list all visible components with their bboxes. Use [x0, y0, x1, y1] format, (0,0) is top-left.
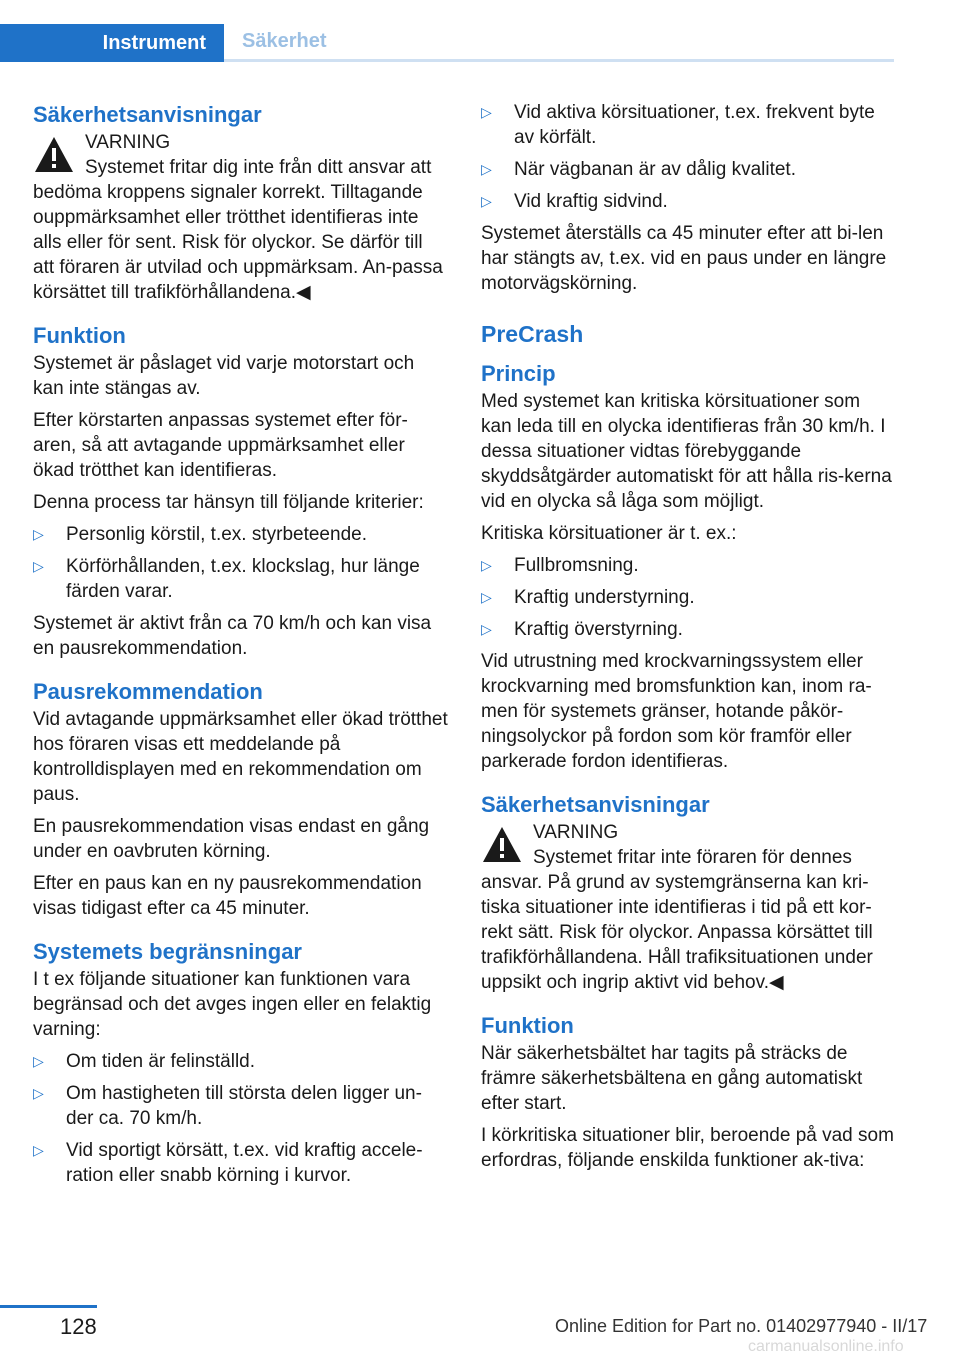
list-item — [481, 189, 895, 214]
list-item-text: Vid aktiva körsituationer, t.ex. frekvent byte av körfält. — [514, 102, 875, 148]
section-system-limits — [33, 937, 448, 1188]
triangle-bullet-icon: ▷ — [481, 557, 492, 573]
triangle-bullet-icon: ▷ — [481, 104, 492, 120]
section-title: Funktion — [33, 323, 126, 348]
right-column — [481, 100, 895, 1189]
list-item — [481, 585, 895, 610]
paragraph: Systemet återställs ca 45 minuter efter att bi‐len har stängts av, t.ex. vid en paus under en längre motorvägskörning. — [481, 223, 887, 294]
list-item-text: När vägbanan är av dålig kvalitet. — [514, 159, 796, 180]
triangle-bullet-icon: ▷ — [481, 589, 492, 605]
list-item — [481, 100, 895, 150]
section-pause-recommendation — [33, 677, 448, 921]
warning-label: VARNING — [533, 822, 619, 843]
list-item — [33, 522, 448, 547]
list-item — [481, 617, 895, 642]
list-item — [481, 157, 895, 182]
warning-box — [481, 820, 895, 995]
paragraph: Systemet är påslaget vid varje motorstart och kan inte stängas av. — [33, 353, 415, 399]
list-item-text: Kraftig överstyrning. — [514, 619, 683, 640]
paragraph: När säkerhetsbältet har tagits på sträcks de främre säkerhetsbältena en gång automatiskt efter start. — [481, 1043, 863, 1114]
warning-label: VARNING — [85, 132, 171, 153]
bullet-list — [33, 1049, 448, 1188]
chapter-title: PreCrash — [481, 321, 584, 347]
paragraph: Denna process tar hänsyn till följande kriterier: — [33, 492, 424, 513]
triangle-bullet-icon: ▷ — [33, 1085, 44, 1101]
list-item-text: Körförhållanden, t.ex. klockslag, hur länge färden varar. — [66, 556, 420, 602]
triangle-bullet-icon: ▷ — [33, 1142, 44, 1158]
section-title: Pausrekommendation — [33, 679, 263, 704]
list-item — [481, 553, 895, 578]
list-item — [33, 554, 448, 604]
warning-text: Systemet fritar inte föraren för dennes ansvar. På grund av systemgränserna kan kri‐tiska situationer inte identifieras i tid på ett kor‐rekt sätt. Risk för olyckor. Anpassa körsättet till trafikförhållandena. Håll trafiksituationen under uppsikt och ingrip aktivt vid behov.◀ — [481, 847, 873, 993]
section-title: Systemets begränsningar — [33, 939, 302, 964]
paragraph: Med systemet kan kritiska körsituationer som kan leda till en olycka identifieras från 30 km/h. I dessa situationer vidtas förebyggande skyddsåtgärder automatiskt för att hålla ris‐kerna vid en olycka så låga som möjligt. — [481, 391, 892, 512]
list-item-text: Vid sportigt körsätt, t.ex. vid kraftig accele‐ration eller snabb körning i kurvor. — [66, 1140, 423, 1186]
paragraph: Vid utrustning med krockvarningssystem eller krockvarning med bromsfunktion kan, inom ra‐men för systemets gränser, hotande påkör‐ningsolyckor på fordon som kör framför eller parkerade fordon identifieras. — [481, 651, 872, 772]
triangle-bullet-icon: ▷ — [481, 621, 492, 637]
tab-sakerhet[interactable]: Säkerhet — [224, 24, 894, 62]
paragraph: I t ex följande situationer kan funktionen vara begränsad och det avges ingen eller en felaktig varning: — [33, 969, 432, 1040]
section-title: Princip — [481, 361, 556, 386]
section-title: Säkerhetsanvisningar — [33, 102, 262, 127]
triangle-bullet-icon: ▷ — [33, 526, 44, 542]
triangle-bullet-icon: ▷ — [481, 193, 492, 209]
list-item-text: Kraftig understyrning. — [514, 587, 695, 608]
paragraph: I körkritiska situationer blir, beroende på vad som erfordras, följande enskilda funktioner ak‐tiva: — [481, 1125, 894, 1171]
page-number: 128 — [60, 1314, 97, 1339]
bullet-list — [481, 553, 895, 642]
warning-text: Systemet fritar dig inte från ditt ansvar att bedöma kroppens signaler korrekt. Tilltagande ouppmärksamhet eller trötthet identifieras inte alls eller för sent. Risk för olyckor. Se därför till att föraren är utvilad och uppmärksam. An‐passa körsättet till trafikförhållandena.◀ — [33, 157, 443, 303]
paragraph: Kritiska körsituationer är t. ex.: — [481, 523, 737, 544]
page-header — [0, 0, 960, 64]
list-item-text: Personlig körstil, t.ex. styrbeteende. — [66, 524, 367, 545]
triangle-bullet-icon: ▷ — [481, 161, 492, 177]
paragraph: Efter en paus kan en ny pausrekommendation visas tidigast efter ca 45 minuter. — [33, 873, 422, 919]
paragraph: Efter körstarten anpassas systemet efter för‐aren, så att avtagande uppmärksamhet eller ökad trötthet kan identifieras. — [33, 410, 408, 481]
list-item — [33, 1049, 448, 1074]
triangle-bullet-icon: ▷ — [33, 1053, 44, 1069]
section-title: Säkerhetsanvisningar — [481, 792, 710, 817]
warning-box — [33, 130, 448, 305]
bullet-list — [481, 100, 895, 214]
section-title: Funktion — [481, 1013, 574, 1038]
triangle-bullet-icon: ▷ — [33, 558, 44, 574]
tab-instrument[interactable]: Instrument — [0, 24, 224, 62]
watermark: carmanualsonline.info — [748, 1338, 904, 1355]
list-item-text: Fullbromsning. — [514, 555, 639, 576]
list-item — [33, 1081, 448, 1131]
bullet-list — [33, 522, 448, 604]
section-function — [481, 1011, 895, 1173]
list-item — [33, 1138, 448, 1188]
section-safety-instructions — [33, 100, 448, 305]
section-principle — [481, 359, 895, 774]
section-safety-instructions — [481, 790, 895, 995]
section-function — [33, 321, 448, 661]
list-item-text: Om hastigheten till största delen ligger un‐der ca. 70 km/h. — [66, 1083, 422, 1129]
paragraph: Systemet är aktivt från ca 70 km/h och kan visa en pausrekommendation. — [33, 613, 432, 659]
footer-rule — [0, 1305, 97, 1308]
left-column — [33, 100, 448, 1204]
list-item-text: Om tiden är felinställd. — [66, 1051, 256, 1072]
warning-triangle-icon — [481, 824, 523, 866]
paragraph: En pausrekommendation visas endast en gång under en oavbruten körning. — [33, 816, 430, 862]
paragraph: Vid avtagande uppmärksamhet eller ökad trötthet hos föraren visas ett meddelande på kontrolldisplayen med en rekommendation om paus. — [33, 709, 448, 805]
edition-text: Online Edition for Part no. 01402977940 - II/17 — [555, 1316, 928, 1336]
warning-triangle-icon — [33, 134, 75, 176]
list-item-text: Vid kraftig sidvind. — [514, 191, 668, 212]
